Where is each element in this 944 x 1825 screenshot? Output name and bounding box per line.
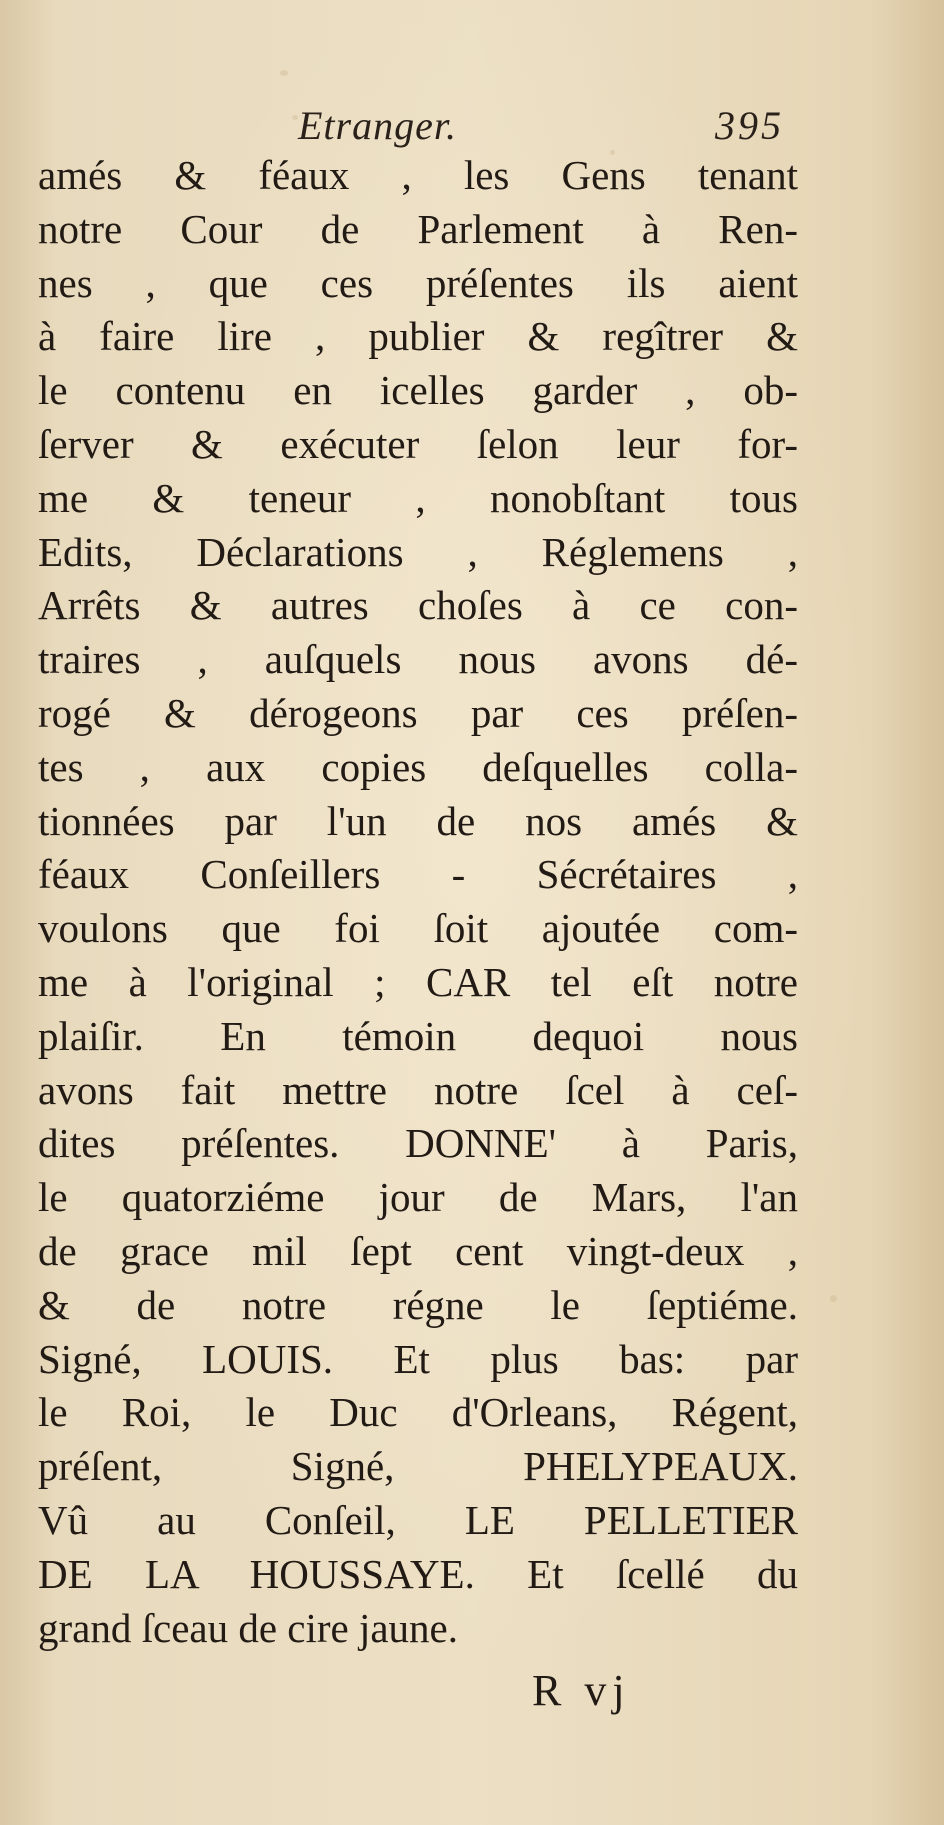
text-line: le Roi, le Duc d'Orleans, Régent, <box>38 1389 798 1436</box>
text-line: tionnées par l'un de nos amés & <box>38 797 798 844</box>
paper-stain <box>830 1295 837 1302</box>
text-line: tes , aux copies deſquelles colla- <box>38 743 798 790</box>
text-line: à faire lire , publier & regîtrer & <box>38 313 798 360</box>
text-line: me à l'original ; CAR tel eſt notre <box>38 958 798 1005</box>
text-line: dites préſentes. DONNE' à Paris, <box>38 1120 798 1167</box>
text-line: féaux Conſeillers - Sécrétaires , <box>38 851 798 898</box>
text-line: préſent, Signé, PHELYPEAUX. <box>38 1443 798 1490</box>
text-line-last: grand ſceau de cire jaune. <box>38 1604 459 1651</box>
text-line: amés & féaux , les Gens tenant <box>38 152 798 198</box>
page-header <box>0 102 944 152</box>
text-line: Arrêts & autres choſes à ce con- <box>38 582 798 629</box>
text-line: avons fait mettre notre ſcel à ceſ- <box>38 1066 798 1113</box>
text-line: ſerver & exécuter ſelon leur for- <box>38 420 798 467</box>
text-line: de grace mil ſept cent vingt-deux , <box>38 1227 798 1274</box>
text-line: notre Cour de Parlement à Ren- <box>38 205 798 252</box>
text-line: & de notre régne le ſeptiéme. <box>38 1281 798 1328</box>
text-line: voulons que foi ſoit ajoutée com- <box>38 905 798 952</box>
text-line: rogé & dérogeons par ces préſen- <box>38 689 798 736</box>
text-line: nes , que ces préſentes ils aient <box>38 259 798 306</box>
text-line: Vû au Conſeil, LE PELLETIER <box>38 1496 798 1543</box>
text-line: me & teneur , nonobſtant tous <box>38 474 798 521</box>
running-title: Etranger. <box>298 103 457 148</box>
text-line: Signé, LOUIS. Et plus bas: par <box>38 1335 798 1382</box>
body-text <box>38 149 798 1655</box>
text-line: le contenu en icelles garder , ob- <box>38 367 798 414</box>
page-number: 395 <box>715 103 784 148</box>
signature-mark: R vj <box>532 1666 631 1715</box>
text-line: le quatorziéme jour de Mars, l'an <box>38 1174 798 1221</box>
paper-stain <box>280 70 288 76</box>
text-line: DE LA HOUSSAYE. Et ſcellé du <box>38 1550 798 1597</box>
text-line: plaiſir. En témoin dequoi nous <box>38 1012 798 1059</box>
text-line: traires , auſquels nous avons dé- <box>38 636 798 683</box>
text-line: Edits, Déclarations , Réglemens , <box>38 528 798 575</box>
